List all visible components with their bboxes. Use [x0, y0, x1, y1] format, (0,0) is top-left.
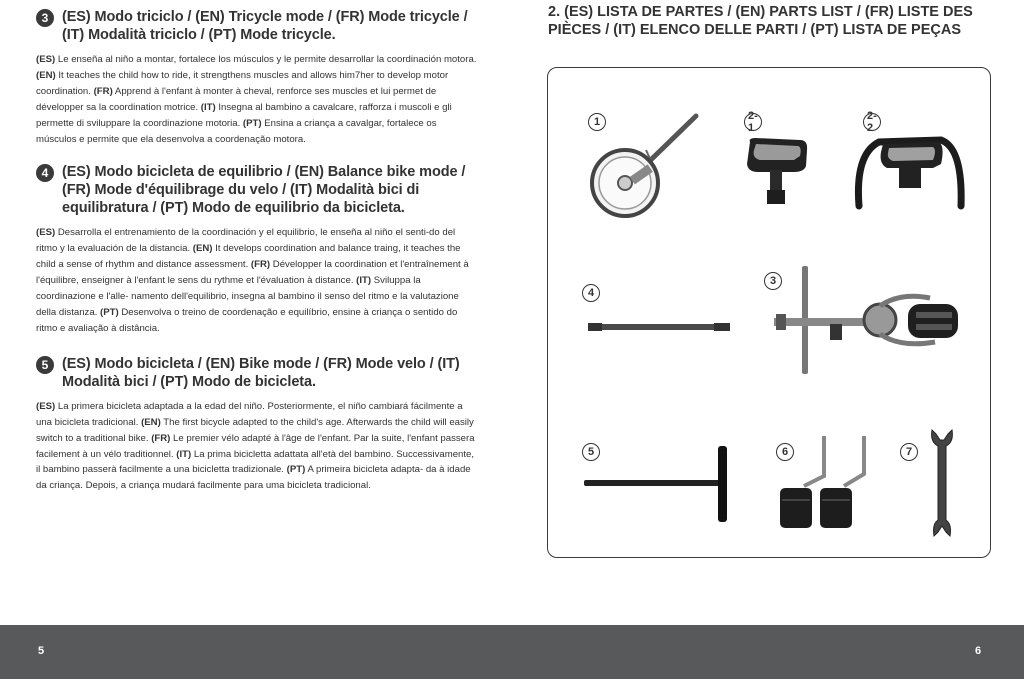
- lang-tag-pt: (PT): [100, 306, 119, 318]
- lang-tag-es: (ES): [36, 227, 56, 239]
- lang-tag-fr: (FR): [93, 85, 113, 97]
- lang-tag-it: (IT): [356, 275, 372, 287]
- text-pt: Desenvolva o treino de coordenação e equilíbrio, ensine à criança o sentido do ritmo e avaliação à distância.: [36, 306, 458, 334]
- page-number-left: 5: [38, 645, 45, 657]
- lang-tag-pt: (PT): [242, 117, 262, 129]
- text-it: Sviluppa la coordinazione e l'alle- namento dell'equilibrio, insegna al bambino il senso del ritmo e la valutazione della distanza.: [36, 275, 459, 318]
- lang-tag-it: (IT): [176, 448, 192, 460]
- section-bike-mode: [36, 355, 478, 494]
- section-number-badge: 3: [36, 9, 54, 27]
- section-title: (ES) Modo triciclo / (EN) Tricycle mode / (FR) Mode tricycle / (IT) Modalità triciclo / (PT) Mode tricycle.: [62, 9, 468, 43]
- lang-tag-en: (EN): [141, 416, 161, 428]
- text-pt: A primeira bicicleta adapta- da à idade da criança. Depois, a criança mudará facilmente para uma bicicleta tradicional.: [36, 464, 471, 492]
- lang-tag-es: (ES): [36, 400, 56, 412]
- part-label: 1: [588, 113, 606, 131]
- section-balance-bike-mode: [36, 163, 478, 336]
- text-pt: Ensina a criança a cavalgar, fortalece os músculos e permite que ela desenvolva a coordenação motora.: [36, 117, 437, 145]
- training-wheel-icon: [588, 110, 708, 225]
- lang-tag-en: (EN): [36, 69, 56, 81]
- section-number-badge: 5: [36, 356, 54, 374]
- text-en: It teaches the child how to ride, it strengthens muscles and allows him7her to develop motor coordination.: [36, 69, 449, 97]
- section-heading: [36, 163, 478, 217]
- text-fr: Le premier vélo adapté à l'âge de l'enfant. Par la suite, l'enfant passera facilement à un vélo traditionnel.: [36, 432, 475, 460]
- section-body: [36, 399, 478, 494]
- part-label: 2-2: [863, 113, 881, 131]
- section-heading: [36, 8, 478, 44]
- section-number-badge: 4: [36, 164, 54, 182]
- lang-tag-es: (ES): [36, 54, 56, 65]
- wrench-icon: [928, 428, 958, 540]
- left-page: [36, 8, 478, 494]
- text-es: Le enseña al niño a montar, fortalece los músculos y le permite desarrollar la coordinación motora.: [55, 54, 477, 65]
- rear-frame-icon: [770, 262, 965, 377]
- part-label: 2-1: [744, 113, 762, 131]
- part-label: 7: [900, 443, 918, 461]
- section-title: (ES) Modo bicicleta / (EN) Bike mode / (FR) Mode velo / (IT) Modalità bici / (PT) Modo de bicicleta.: [62, 355, 460, 390]
- text-es: La primera bicicleta adaptada a la edad del niño. Posteriormente, el niño cambiará fácilmente a una bicicleta tradicional.: [36, 400, 463, 428]
- lang-tag-pt: (PT): [286, 464, 306, 476]
- text-it: Insegna al bambino a cavalcare, rafforza i muscoli e gli permette di sviluppare la coordinazione motoria.: [36, 101, 452, 129]
- axle-rod-icon: [586, 320, 736, 336]
- section-tricycle-mode: [36, 8, 478, 147]
- part-label: 3: [764, 272, 782, 290]
- section-body: [36, 52, 478, 147]
- text-en: The first bicycle adapted to the child's age. Afterwards the child will easily switch to a traditional bike.: [36, 416, 474, 444]
- lang-tag-en: (EN): [192, 243, 213, 255]
- part-label: 5: [582, 443, 600, 461]
- text-fr: Développer la coordination et l'entraînement à l'équilibre, enseigner à l'enfant le sens du rythme et l'évaluation à distance.: [36, 259, 469, 287]
- section-heading: [36, 355, 478, 391]
- text-en: It develops coordination and balance traing, it teaches the child a sense of rhythm and distance assessment.: [36, 243, 461, 271]
- text-fr: Apprend à l'enfant à monter à cheval, renforce ses muscles et lui permet de développer sa la coordination motrice.: [36, 85, 437, 113]
- lang-tag-fr: (FR): [151, 432, 171, 444]
- right-page: [548, 3, 990, 39]
- parts-list-title: 2. (ES) LISTA DE PARTES / (EN) PARTS LIST / (FR) LISTE DES PIÈCES / (IT) ELENCO DELLE PARTI / (PT) LISTA DE PEÇAS: [548, 4, 973, 38]
- part-label: 6: [776, 443, 794, 461]
- footer-bar: [0, 625, 1024, 679]
- pedals-icon: [776, 434, 876, 534]
- parts-list-box: [547, 67, 991, 558]
- lang-tag-it: (IT): [200, 101, 216, 113]
- text-es: Desarrolla el entrenamiento de la coordinación y el equilibrio, le enseña al niño el senti-do del ritmo y la evaluación de la distancia.: [36, 227, 456, 255]
- seat-icon: [744, 136, 814, 211]
- part-label: 4: [582, 284, 600, 302]
- page-number-right: 6: [975, 645, 982, 657]
- handlebar-icon: [582, 442, 737, 524]
- lang-tag-fr: (FR): [250, 259, 271, 271]
- text-it: La prima bicicletta adattata all'età del bambino. Successivamente, il bambino passerà facilmente a una bicicletta tradizionale.: [36, 448, 475, 476]
- section-body: [36, 225, 478, 336]
- section-title: (ES) Modo bicicleta de equilibrio / (EN) Balance bike mode / (FR) Mode d'équilibrage du velo / (IT) Modalità bici di equilibratura / (PT) Modo de equilibrio da bicicleta.: [62, 164, 466, 217]
- seat-backrest-icon: [853, 134, 968, 216]
